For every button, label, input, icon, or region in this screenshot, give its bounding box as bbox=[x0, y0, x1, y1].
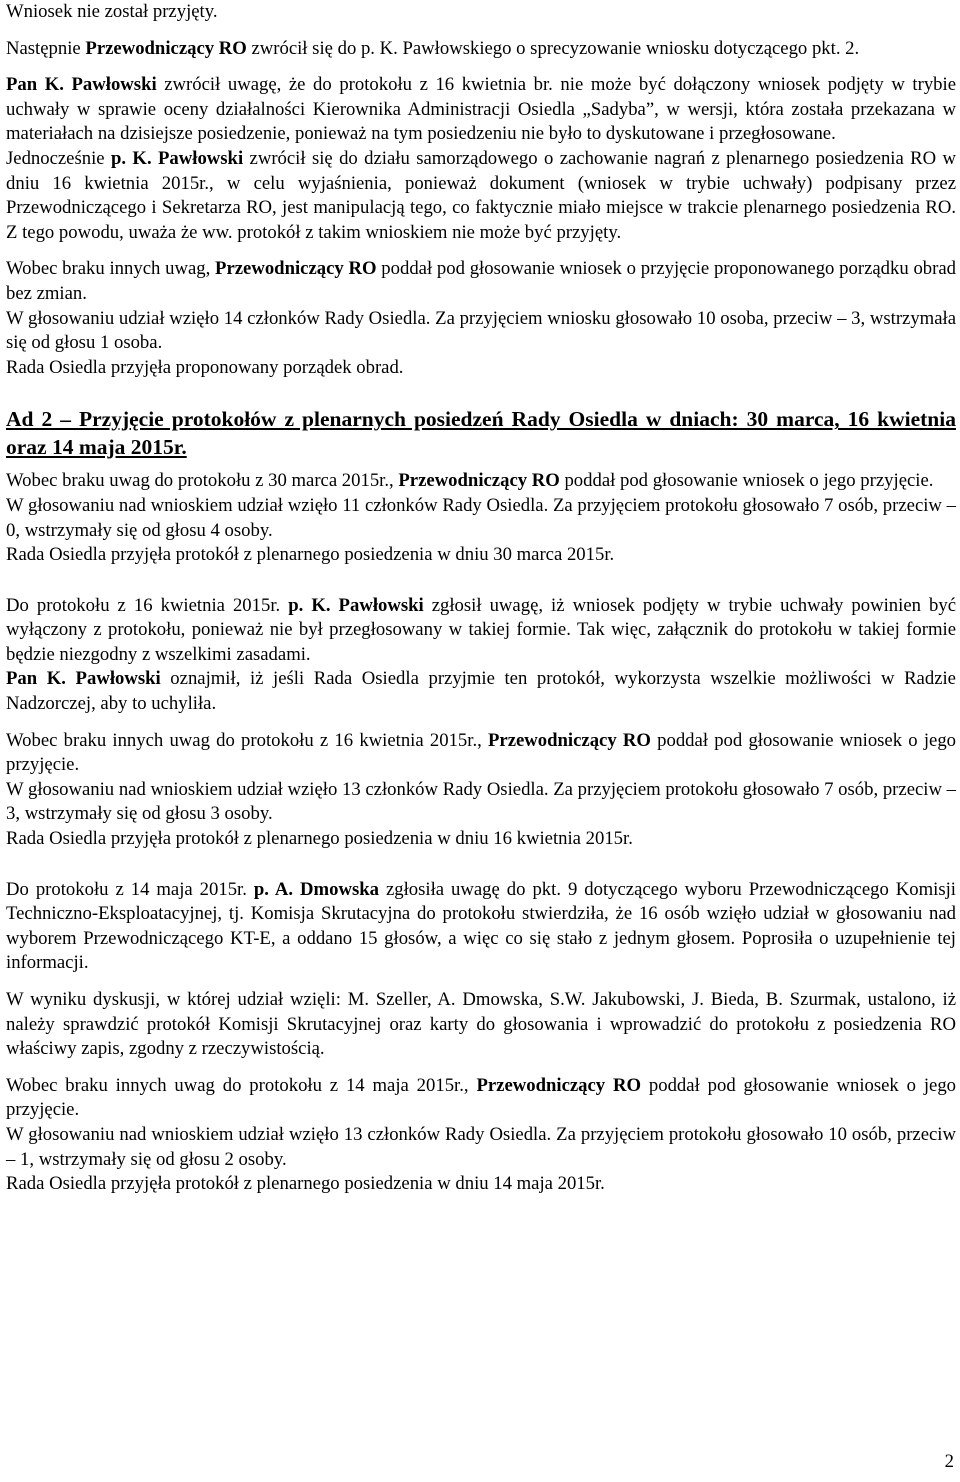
text-run: Następnie bbox=[6, 37, 86, 59]
document-page bbox=[6, 0, 956, 1197]
paragraph bbox=[6, 1074, 956, 1123]
text-run: Rada Osiedla przyjęła protokół z plenarnego posiedzenia w dniu 16 kwietnia 2015r. bbox=[6, 828, 633, 850]
paragraph bbox=[6, 147, 956, 245]
paragraph bbox=[6, 778, 956, 827]
paragraph bbox=[6, 37, 956, 62]
paragraph bbox=[6, 356, 956, 381]
text-run: Rada Osiedla przyjęła protokół z plenarnego posiedzenia w dniu 30 marca 2015r. bbox=[6, 544, 615, 566]
text-run: W głosowaniu nad wnioskiem udział wzięło 13 członków Rady Osiedla. Za przyjęciem protokołu głosowało 7 osób, przeciw – 3, wstrzymały się od głosu 3 osoby. bbox=[6, 778, 956, 825]
paragraph bbox=[6, 878, 956, 976]
bold-text: p. K. Pawłowski bbox=[110, 147, 244, 169]
paragraph bbox=[6, 594, 956, 668]
text-run: Wobec braku innych uwag, bbox=[6, 258, 216, 280]
text-run: W głosowaniu nad wnioskiem udział wzięło 11 członków Rady Osiedla. Za przyjęciem protokołu głosowało 7 osób, przeciw – 0, wstrzymały się od głosu 4 osoby. bbox=[6, 494, 956, 541]
text-run: Do protokołu z 16 kwietnia 2015r. bbox=[6, 594, 289, 616]
paragraph bbox=[6, 0, 956, 25]
text-run: zwrócił się do p. K. Pawłowskiego o sprecyzowanie wniosku dotyczącego pkt. 2. bbox=[246, 37, 860, 59]
bold-text: Pan K. Pawłowski bbox=[6, 668, 161, 690]
paragraph bbox=[6, 988, 956, 1062]
text-run: poddał pod głosowanie wniosek o jego przyjęcie. bbox=[6, 1074, 957, 1121]
paragraph bbox=[6, 729, 956, 778]
text-run: Jednocześnie bbox=[6, 147, 111, 169]
paragraph bbox=[6, 494, 956, 543]
text-run: poddał pod głosowanie wniosek o jego przyjęcie. bbox=[6, 729, 957, 776]
text-run: W głosowaniu udział wzięło 14 członków Rady Osiedla. Za przyjęciem wniosku głosowało 10 osoba, przeciw – 3, wstrzymała się od głosu 1 osoba. bbox=[6, 307, 956, 354]
text-run: Wobec braku innych uwag do protokołu z 14 maja 2015r., bbox=[6, 1074, 477, 1096]
text-run: Rada Osiedla przyjęła protokół z plenarnego posiedzenia w dniu 14 maja 2015r. bbox=[6, 1173, 605, 1195]
text-run: oznajmił, iż jeśli Rada Osiedla przyjmie ten protokół, wykorzysta wszelkie możliwości w Radzie Nadzorczej, aby to uchyliła. bbox=[6, 668, 956, 715]
page-number: 2 bbox=[944, 1451, 954, 1472]
text-run: Wobec braku innych uwag do protokołu z 16 kwietnia 2015r., bbox=[6, 729, 488, 751]
paragraph bbox=[6, 1172, 956, 1197]
text-run: zwrócił uwagę, że do protokołu z 16 kwietnia br. nie może być dołączony wniosek podjęty w trybie uchwały w sprawie oceny działalności Kierownika Administracji Osiedla „Sadyba”, w wersji, która została przekazana w materiałach na dzisiejsze posiedzenie, ponieważ na tym posiedzeniu nie było to dyskutowane i przegłosowane. bbox=[6, 74, 956, 145]
text-run: Wobec braku uwag do protokołu z 30 marca 2015r., bbox=[6, 470, 399, 492]
paragraph bbox=[6, 1123, 956, 1172]
text-run: Do protokołu z 14 maja 2015r. bbox=[6, 878, 254, 900]
bold-text: Przewodniczący RO bbox=[215, 258, 377, 280]
text-run: Rada Osiedla przyjęła proponowany porządek obrad. bbox=[6, 356, 404, 378]
paragraph bbox=[6, 73, 956, 147]
bold-text: Przewodniczący RO bbox=[476, 1074, 642, 1096]
paragraph bbox=[6, 307, 956, 356]
bold-text: Przewodniczący RO bbox=[398, 470, 560, 492]
text-run: zwrócił się do działu samorządowego o zachowanie nagrań z plenarnego posiedzenia RO w dniu 16 kwietnia 2015r., w celu wyjaśnienia, ponieważ dokument (wniosek w trybie uchwały) podpisany przez Przewodniczącego i Sekretarza RO, jest manipulacją tego, co faktycznie miało miejsce w trakcie plenarnego posiedzenia RO. Z tego powodu, uważa że ww. protokół z takim wnioskiem nie może być przyjęty. bbox=[6, 147, 957, 243]
paragraph bbox=[6, 827, 956, 852]
text-run: W głosowaniu nad wnioskiem udział wzięło 13 członków Rady Osiedla. Za przyjęciem protokołu głosowało 10 osób, przeciw – 1, wstrzymały się od głosu 2 osoby. bbox=[6, 1123, 956, 1170]
text-run: Wniosek nie został przyjęty. bbox=[6, 1, 218, 22]
text-run: poddał pod głosowanie wniosek o jego przyjęcie. bbox=[559, 470, 934, 492]
paragraph bbox=[6, 543, 956, 568]
text-run: W wyniku dyskusji, w której udział wzięli: M. Szeller, A. Dmowska, S.W. Jakubowski, J. Bieda, B. Szurmak, ustalono, iż należy sprawdzić protokół Komisji Skrutacyjnej oraz karty do głosowania i wprowadzić do protokołu z posiedzenia RO właściwy zapis, zgodny z rzeczywistością. bbox=[6, 989, 956, 1060]
bold-text: Przewodniczący RO bbox=[488, 729, 651, 751]
text-run: zgłosiła uwagę do pkt. 9 dotyczącego wyboru Przewodniczącego Komisji Techniczno-Eksploatacyjnej, tj. Komisja Skrutacyjna do protokołu stwierdziła, że 16 osób wzięło udział w głosowaniu nad wyborem Przewodniczącego KT-E, a oddano 15 głosów, a więc co się stało z jednym głosem. Poprosiła o uzupełnienie tej informacji. bbox=[6, 878, 956, 974]
bold-text: p. K. Pawłowski bbox=[288, 594, 424, 616]
bold-text: p. A. Dmowska bbox=[253, 878, 379, 900]
section-heading bbox=[6, 406, 956, 461]
paragraph bbox=[6, 257, 956, 306]
bold-text: Przewodniczący RO bbox=[85, 37, 247, 59]
text-run: zgłosił uwagę, iż wniosek podjęty w trybie uchwały powinien być wyłączony z protokołu, ponieważ nie był przegłosowany w takiej formie. Tak więc, załącznik do protokołu w takiej formie będzie niezgodny z wszelkimi zasadami. bbox=[6, 594, 956, 665]
text-run: Ad 2 – Przyjęcie protokołów z plenarnych posiedzeń Rady Osiedla w dniach: 30 marca, 16 kwietnia oraz 14 maja 2015r. bbox=[6, 407, 956, 459]
text-run: poddał pod głosowanie wniosek o przyjęcie proponowanego porządku obrad bez zmian. bbox=[6, 258, 957, 304]
bold-text: Pan K. Pawłowski bbox=[6, 74, 157, 96]
paragraph bbox=[6, 469, 956, 494]
paragraph bbox=[6, 667, 956, 716]
